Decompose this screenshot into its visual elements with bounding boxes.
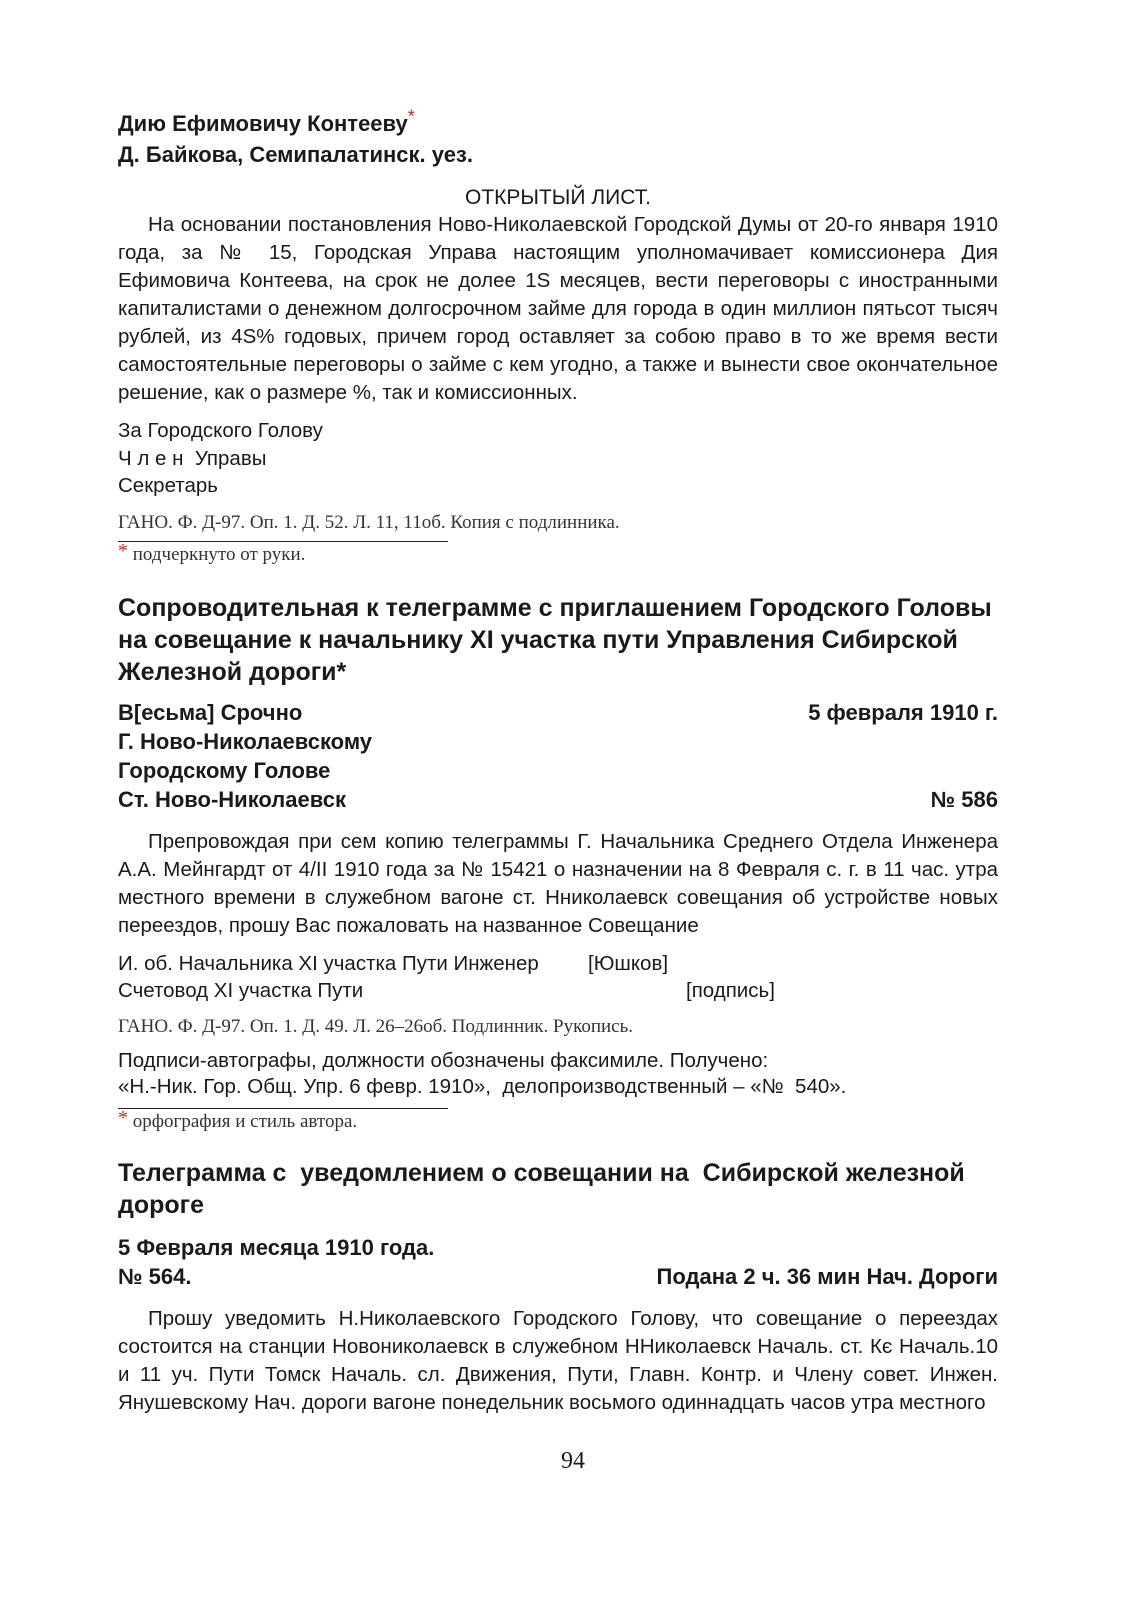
addressee-location: Д. Байкова, Семипалатинск. уез. [118,142,473,167]
signature-name: [подпись] [686,978,775,1002]
footnote-text: орфография и стиль автора. [128,1110,358,1132]
section-heading: Сопроводительная к телеграмме с приглашением Городского Головы на совещание к начальнику XI участка пути Управления Сибирской Железной дороги* [118,593,992,686]
signature-block [118,950,998,1004]
signature-role: И. об. Начальника XI участка Пути Инженер [118,951,539,975]
asterisk-mark: * [118,1106,128,1129]
signature-name: [Юшков] [588,951,669,975]
note-line: «Н.-Ник. Гор. Общ. Упр. 6 февр. 1910», делопроизводственный – «№ 540». [118,1074,847,1098]
doc-body: На основании постановления Ново-Николаевской Городской Думы от 20-го января 1910 года, за № 15, Городская Управа настоящим уполномачивает комиссионера Дия Ефимовича Контеева, на срок не долее 1S месяцев, вести переговоры с иностранными капиталистами о денежном долгосрочном займе для города в один миллион пятьсот тысяч рублей, из 4S% годовых, причем город оставляет за собою право в то же время вести самостоятельные переговоры о займе с кем угодно, а также и вынести свое окончательное решение, как о размере %, так и комиссионных. [118,213,998,404]
asterisk-mark: * [118,539,128,562]
doc-body: Препровождая при сем копию телеграммы Г. Начальника Среднего Отдела Инженера А.А. Мейнгардт от 4/II 1910 года за № 15421 о назначении на 8 Февраля с. г. в 11 час. утра местного времени в служебном вагоне ст. Нниколаевск совещания об устройстве новых переездов, прошу Вас пожаловать на названное Совещание [118,829,998,937]
doc-date: 5 февраля 1910 г. [808,699,998,725]
header-row [118,698,998,727]
header-block [118,698,998,814]
recipient-line: Ст. Ново-Николаевск [118,786,346,812]
signature-line: За Городского Голову [118,419,323,442]
archive-reference: ГАНО. Ф. Д-97. Оп. 1. Д. 52. Л. 11, 11об. Копия с подлинника. [118,511,620,533]
note-line: Подписи-автографы, должности обозначены факсимиле. Получено: [118,1048,769,1072]
footnote [118,539,998,568]
header-row [118,1233,998,1262]
footnote-text: подчеркнуто от руки. [128,543,306,565]
recipient-line: Городскому Голове [118,757,331,783]
doc-body: Прошу уведомить Н.Николаевского Городского Голову, что совещание о переездах состоится на станции Новониколаевск в служебном ННиколаевск Началь. ст. Кє Началь.10 и 11 уч. Пути Томск Началь. сл. Движения, Пути, Главн. Контр. и Члену совет. Инжен. Янушевскому Нач. дороги вагоне понедельник восьмого одиннадцать часов утра местного [118,1306,998,1414]
footnote [118,1106,998,1135]
doc-number: № 564. [118,1263,192,1289]
archive-reference: ГАНО. Ф. Д-97. Оп. 1. Д. 49. Л. 26–26об. Подлинник. Рукопись. [118,1015,634,1037]
header-row [118,1262,998,1291]
header-row [118,785,998,814]
signature-row [118,950,998,977]
header-row [118,727,998,756]
addressee [118,108,998,170]
receipt-note [118,1048,998,1100]
addressee-name: Дию Ефимовичу Контееву [118,111,408,136]
signature-line: Ч л е н Управы [118,446,267,470]
urgency-label: В[есьма] Срочно [118,699,303,725]
header-row [118,756,998,785]
doc-date: 5 Февраля месяца 1910 года. [118,1234,435,1260]
signature-line: Секретарь [118,474,218,497]
submission-info: Подана 2 ч. 36 мин Нач. Дороги [656,1263,998,1289]
recipient-line: Г. Ново-Николаевскому [118,728,373,754]
signature-row [118,977,998,1004]
signature-block [118,417,998,500]
section-heading: Телеграмма с уведомлением о совещании на Сибирской железной дороге [118,1158,972,1219]
header-block [118,1233,998,1291]
doc-number: № 586 [930,786,998,812]
page-content [118,108,998,1417]
doc-title: ОТКРЫТЫЙ ЛИСТ. [464,186,652,209]
page-number: 94 [561,1448,585,1474]
signature-role: Счетовод XI участка Пути [118,978,364,1002]
asterisk-mark: * [407,106,415,127]
